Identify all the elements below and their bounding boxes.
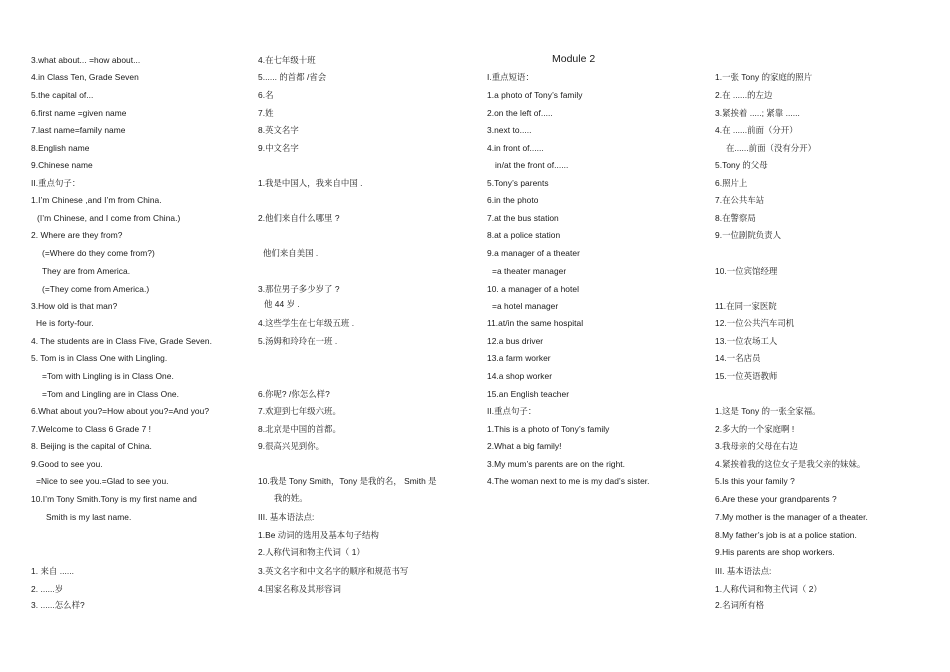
text-line: 他们来自美国 .: [263, 248, 319, 258]
text-line: 2.多大的一个家庭啊 !: [715, 424, 795, 434]
text-line: 4.这些学生在七年级五班 .: [258, 318, 355, 328]
text-line: 6.名: [258, 90, 274, 100]
text-line: 11.at/in the same hospital: [487, 318, 584, 328]
text-line: =Nice to see you.=Glad to see you.: [36, 476, 169, 486]
text-line: 6.first name =given name: [31, 108, 127, 118]
text-line: 3.next to.....: [487, 125, 532, 135]
text-line: 7.在公共车站: [715, 195, 765, 205]
text-line: 2.他们来自什么哪里 ?: [258, 213, 340, 223]
text-line: 3.那位男子多少岁了 ?: [258, 284, 340, 294]
text-line: (I’m Chinese, and I come from China.): [37, 213, 181, 223]
text-line: =Tom with Lingling is in Class One.: [42, 371, 174, 381]
text-line: 9.一位剧院负责人: [715, 230, 782, 240]
text-line: 7.My mother is the manager of a theater.: [715, 512, 868, 522]
text-line: 3.英文名字和中文名字的顺序和规范书写: [258, 566, 409, 576]
text-line: 4.in front of......: [487, 143, 544, 153]
text-line: 10. a manager of a hotel: [487, 284, 579, 294]
text-line: II.重点句子：: [487, 406, 537, 416]
text-line: (=They come from America.): [42, 284, 150, 294]
text-line: =a hotel manager: [492, 301, 559, 311]
text-line: I.重点短语：: [487, 72, 534, 82]
text-line: 1.I’m Chinese ,and I’m from China.: [31, 195, 162, 205]
text-line: 11.在同一家医院: [715, 301, 777, 311]
text-line: 5.Tony’s parents: [487, 178, 549, 188]
text-line: 10.I’m Tony Smith.Tony is my first name and: [31, 494, 197, 504]
text-line: 1. 来自 ......: [31, 566, 74, 576]
text-line: =Tom and Lingling are in Class One.: [42, 389, 179, 399]
text-line: 7.last name=family name: [31, 125, 126, 135]
text-line: 5. Tom is in Class One with Lingling.: [31, 353, 168, 363]
text-line: 2.What a big family!: [487, 441, 562, 451]
text-line: 10.我是 Tony Smith，Tony 是我的名， Smith 是: [258, 476, 437, 486]
text-line: He is forty-four.: [36, 318, 94, 328]
text-line: 他 44 岁 .: [264, 299, 300, 309]
text-line: 5.Is this your family ?: [715, 476, 795, 486]
text-line: 8.at a police station: [487, 230, 561, 240]
text-line: 1.This is a photo of Tony’s family: [487, 424, 610, 434]
text-line: 2.在 ......的左边: [715, 90, 773, 100]
text-line: 9.中文名字: [258, 143, 299, 153]
text-line: 4.in Class Ten, Grade Seven: [31, 72, 139, 82]
text-line: 5.the capital of...: [31, 90, 94, 100]
text-line: 8. Beijing is the capital of China.: [31, 441, 152, 451]
text-line: 6.in the photo: [487, 195, 539, 205]
text-line: 9.Chinese name: [31, 160, 93, 170]
text-line: =a theater manager: [492, 266, 567, 276]
text-line: 10.一位宾馆经理: [715, 266, 778, 276]
text-line: Smith is my last name.: [46, 512, 132, 522]
text-line: 2.人称代词和物主代词（ 1）: [258, 547, 365, 557]
text-line: 8.在警察局: [715, 213, 756, 223]
text-line: 在......前面（没有分开）: [726, 143, 817, 153]
text-line: 6.你呢? /你怎么样?: [258, 389, 330, 399]
text-line: 7.姓: [258, 108, 274, 118]
text-line: 我的姓。: [274, 493, 308, 503]
text-line: II.重点句子：: [31, 178, 81, 188]
text-line: 2. Where are they from?: [31, 230, 123, 240]
text-line: 2.on the left of.....: [487, 108, 553, 118]
text-line: 9.His parents are shop workers.: [715, 547, 835, 557]
text-line: 3.紧挨着 .....; 紧靠 ......: [715, 108, 800, 118]
text-line: 4. The students are in Class Five, Grade Seven.: [31, 336, 212, 346]
text-line: 15.一位英语教师: [715, 371, 778, 381]
text-line: 1.Be 动词的选用及基本句子结构: [258, 530, 379, 540]
text-line: 12.a bus driver: [487, 336, 544, 346]
text-line: 6.Are these your grandparents ?: [715, 494, 837, 504]
text-line: 8.北京是中国的首都。: [258, 424, 341, 434]
text-line: 15.an English teacher: [487, 389, 570, 399]
text-line: 7.at the bus station: [487, 213, 559, 223]
text-line: 12.一位公共汽车司机: [715, 318, 795, 328]
text-line: 8.英文名字: [258, 125, 299, 135]
text-line: 1.这是 Tony 的一张全家福。: [715, 406, 821, 416]
text-line: 4.在 ......前面（分开）: [715, 125, 798, 135]
text-line: 3. ......怎么样?: [31, 600, 85, 610]
text-line: 3.How old is that man?: [31, 301, 118, 311]
text-line: III. 基本语法点:: [258, 512, 315, 522]
text-line: They are from America.: [42, 266, 131, 276]
text-line: 13.a farm worker: [487, 353, 551, 363]
text-line: 1.a photo of Tony’s family: [487, 90, 583, 100]
text-line: 5.汤姆和玲玲在一班 .: [258, 336, 338, 346]
text-line: 3.我母亲的父母在右边: [715, 441, 798, 451]
text-line: 1.一张 Tony 的家庭的照片: [715, 72, 813, 82]
text-line: 4.The woman next to me is my dad’s sister.: [487, 476, 650, 486]
text-line: 14.一名店员: [715, 353, 761, 363]
text-line: 8.English name: [31, 143, 90, 153]
text-line: 6.照片上: [715, 178, 748, 188]
text-line: 1.人称代词和物主代词（ 2）: [715, 584, 822, 594]
text-line: 4.国家名称及其形容词: [258, 584, 341, 594]
text-line: 9.很高兴见到你。: [258, 441, 325, 451]
text-line: 4.紧挨着我的这位女子是我父亲的妹妹。: [715, 459, 866, 469]
text-line: 13.一位农场工人: [715, 336, 778, 346]
text-line: 7.欢迎到七年级六班。: [258, 406, 341, 416]
text-line: 5...... 的首都 /省会: [258, 72, 327, 82]
module-title: Module 2: [552, 53, 596, 65]
text-line: in/at the front of......: [495, 160, 569, 170]
text-line: 9.a manager of a theater: [487, 248, 580, 258]
text-line: 14.a shop worker: [487, 371, 553, 381]
text-line: 2. ......岁: [31, 584, 64, 594]
text-line: 1.我是中国人，我来自中国 .: [258, 178, 363, 188]
text-line: 6.What about you?=How about you?=And you?: [31, 406, 210, 416]
text-line: 4.在七年级十班: [258, 55, 316, 65]
text-line: 3.My mum’s parents are on the right.: [487, 459, 626, 469]
text-line: 5.Tony 的父母: [715, 160, 768, 170]
text-line: 9.Good to see you.: [31, 459, 103, 469]
text-line: (=Where do they come from?): [42, 248, 155, 258]
text-line: III. 基本语法点:: [715, 566, 772, 576]
text-line: 3.what about... =how about...: [31, 55, 141, 65]
text-line: 8.My father’s job is at a police station.: [715, 530, 857, 540]
text-line: 2.名词所有格: [715, 600, 765, 610]
text-line: 7.Welcome to Class 6 Grade 7 !: [31, 424, 152, 434]
